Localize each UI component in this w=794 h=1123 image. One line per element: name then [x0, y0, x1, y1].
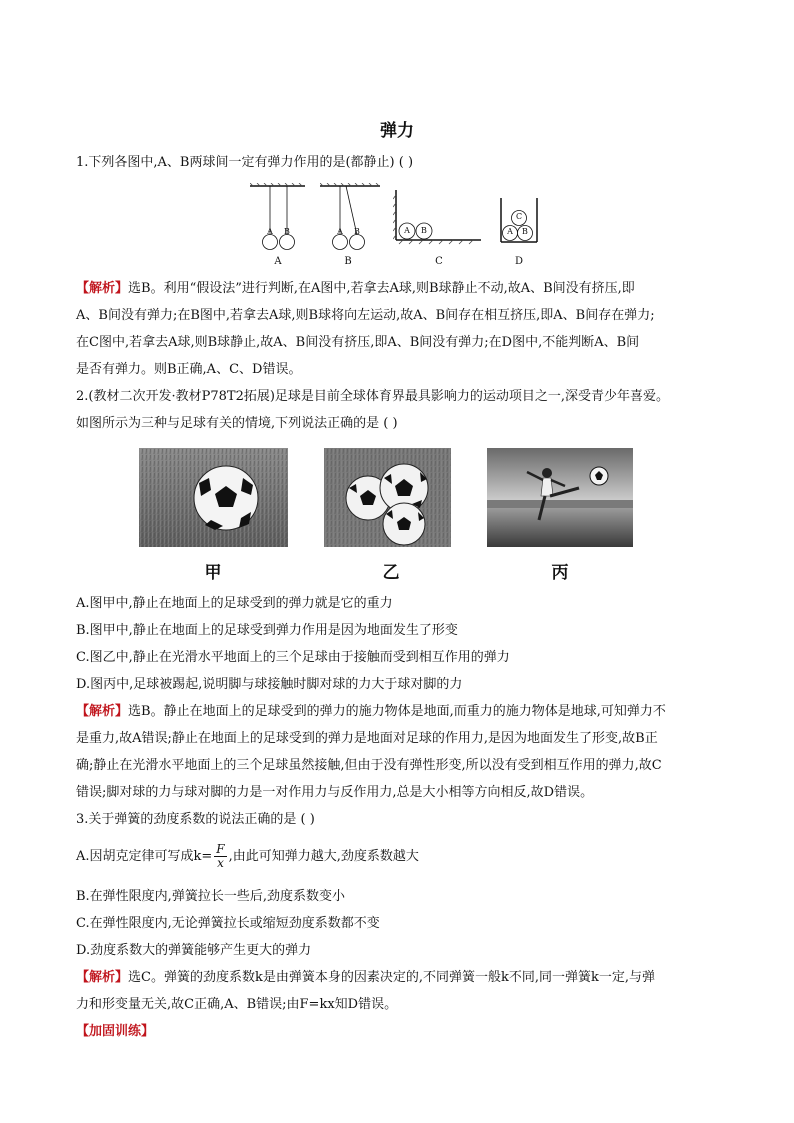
- q3-option-c: C.在弹性限度内,无论弹簧拉长或缩短劲度系数都不变: [76, 916, 380, 931]
- ball-label: B: [522, 227, 528, 236]
- q2-analysis-line: 确;静止在光滑水平地面上的三个足球虽然接触,但由于没有弹性形变,所以没有受到相互作用的弹力,故C: [76, 758, 662, 773]
- q3-stem: 3.关于弹簧的劲度系数的说法正确的是 ( ): [76, 812, 315, 827]
- ball-label: B: [354, 227, 360, 236]
- q2-stem: 2.(教材二次开发·教材P78T2拓展)足球是目前全球体育界最具影响力的运动项目之一,深受青少年喜爱。: [76, 389, 670, 404]
- photo-label-bing: 丙: [551, 563, 569, 583]
- q3-option-b: B.在弹性限度内,弹簧拉长一些后,劲度系数变小: [76, 889, 345, 904]
- q1-analysis-line: A、B间没有弹力;在B图中,若拿去A球,则B球将向左运动,故A、B间存在相互挤压,即A、B间存在弹力;: [76, 308, 655, 323]
- q1-figure-d: [498, 198, 540, 246]
- figure-label-a: A: [274, 256, 282, 267]
- figure-label-d: D: [514, 256, 524, 267]
- ball-label: A: [404, 226, 410, 235]
- q2-analysis-line: 【解析】选B。静止在地面上的足球受到的弹力的施力物体是地面,而重力的施力物体是地球,可知弹力不: [76, 704, 666, 719]
- q2-option-c: C.图乙中,静止在光滑水平地面上的三个足球由于接触而受到相互作用的弹力: [76, 650, 510, 665]
- q2-analysis-line: 是重力,故A错误;静止在地面上的足球受到的弹力是地面对足球的作用力,是因为地面发生了形变,故B正: [76, 731, 658, 746]
- q2-option-d: D.图丙中,足球被踢起,说明脚与球接触时脚对球的力大于球对脚的力: [76, 677, 463, 692]
- photo-label-yi: 乙: [382, 563, 400, 583]
- figure-label-b: B: [344, 256, 352, 267]
- q3-analysis-line: 【解析】选C。弹簧的劲度系数k是由弹簧本身的因素决定的,不同弹簧一般k不同,同一弹簧k一定,与弹: [76, 970, 655, 985]
- q2-option-b: B.图甲中,静止在地面上的足球受到弹力作用是因为地面发生了形变: [76, 623, 458, 638]
- photo-ball-on-grass: [139, 448, 288, 547]
- q3-analysis-line: 力和形变量无关,故C正确,A、B错误;由F=kx知D错误。: [76, 997, 398, 1012]
- q2-analysis-line: 错误;脚对球的力与球对脚的力是一对作用力与反作用力,总是大小相等方向相反,故D错误。: [76, 785, 594, 800]
- photo-label-jia: 甲: [204, 563, 222, 583]
- q1-figure-a: [250, 183, 305, 255]
- q1-figure-c: [393, 190, 483, 245]
- reinforcement-heading: 【加固训练】: [76, 1024, 155, 1039]
- q3-option-d: D.劲度系数大的弹簧能够产生更大的弹力: [76, 943, 312, 958]
- ball-label: A: [507, 227, 513, 236]
- photo-player-kicking: [487, 448, 633, 547]
- q3-option-a: A.因胡克定律可写成k= $\frac{F}{x}$ ,由此可知弹力越大,劲度系数越大: [76, 842, 419, 870]
- q2-stem: 如图所示为三种与足球有关的情境,下列说法正确的是 ( ): [76, 416, 398, 431]
- figure-label-c: C: [435, 256, 443, 267]
- q1-analysis-line: 【解析】选B。利用“假设法”进行判断,在A图中,若拿去A球,则B球静止不动,故A、B间没有挤压,即: [76, 281, 635, 296]
- q1-figure-b: [320, 183, 380, 255]
- q2-option-a: A.图甲中,静止在地面上的足球受到的弹力就是它的重力: [76, 596, 393, 611]
- ball-label: B: [284, 227, 290, 236]
- fraction-f-over-x: $\frac{F}{x}$: [216, 842, 225, 870]
- ball-label: A: [337, 227, 343, 236]
- q1-analysis-line: 是否有弹力。则B正确,A、C、D错误。: [76, 362, 302, 377]
- analysis-tag: 【解析】: [76, 704, 129, 719]
- ball-label: A: [267, 227, 273, 236]
- analysis-tag: 【解析】: [76, 970, 129, 985]
- page-title: 弹力: [380, 121, 414, 141]
- analysis-tag: 【解析】: [76, 281, 129, 296]
- ball-label: C: [515, 212, 523, 221]
- q1-stem: 1.下列各图中,A、B两球间一定有弹力作用的是(都静止) ( ): [76, 155, 414, 170]
- q1-analysis-line: 在C图中,若拿去A球,则B球静止,故A、B间没有挤压,即A、B间没有弹力;在D图中,不能判断A、B间: [76, 335, 640, 350]
- photo-three-balls: [324, 448, 451, 547]
- ball-label: B: [421, 226, 427, 235]
